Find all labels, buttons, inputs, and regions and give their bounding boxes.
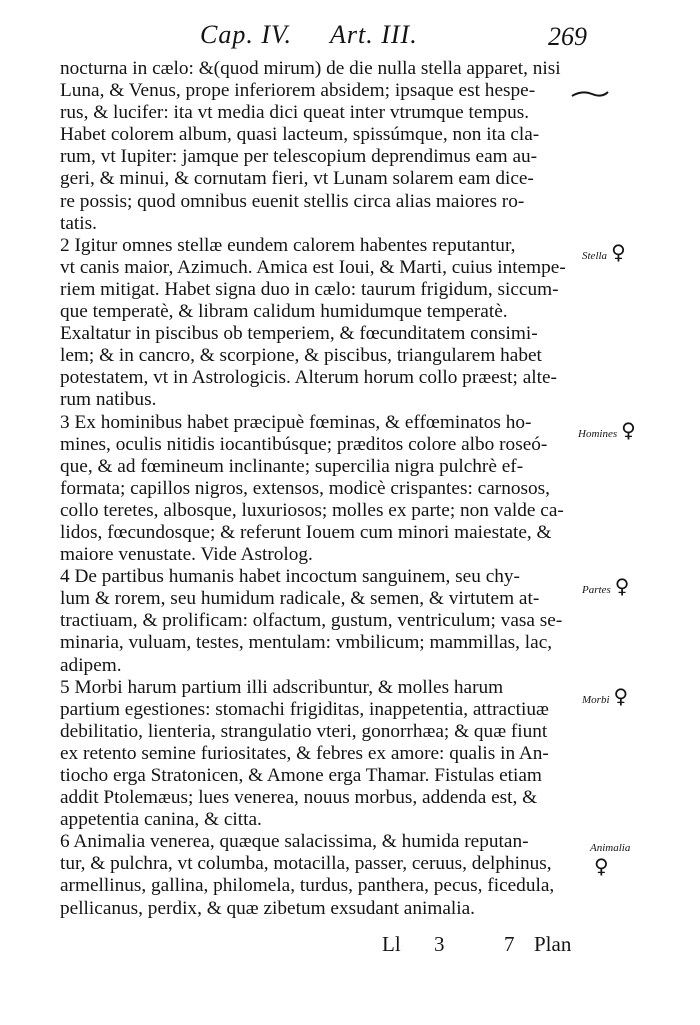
text-line: tractiuam, & prolificam: olfactum, gustum, ventriculum; vasa se- (60, 610, 563, 632)
text-line: mines, oculis nitidis iocantibúsque; præditos colore albo roseó- (60, 433, 548, 455)
article-heading: Art. III. (330, 20, 418, 49)
venus-icon: ♀ (611, 240, 626, 264)
text-line: Luna, & Venus, prope inferiorem absidem; ipsaque est hespe- (60, 80, 536, 102)
venus-icon: ♀ (594, 854, 609, 878)
running-header (0, 14, 700, 54)
venus-icon: ♀ (613, 684, 629, 708)
margin-note-label: Stella (582, 250, 608, 262)
margin-note-animalia (590, 842, 630, 878)
text-line: 5 Morbi harum partium illi adscribuntur, & molles harum (60, 676, 504, 698)
venus-icon: ♀ (614, 574, 630, 598)
chapter-heading: Cap. IV. (200, 20, 293, 49)
text-line: rus, & lucifer: ita vt media dici queat inter vtrumque tempus. (60, 102, 530, 124)
body-text (60, 58, 590, 920)
margin-note-label: Morbi (582, 694, 610, 706)
venus-icon: ♀ (621, 418, 636, 442)
text-line: maiore venustate. Vide Astrolog. (60, 544, 313, 566)
text-line: rum natibus. (60, 389, 157, 411)
text-line: 3 Ex hominibus habet præcipuè fœminas, & effœminatos ho- (60, 411, 532, 433)
text-line: Exaltatur in piscibus ob temperiem, & fœcunditatem consimi- (60, 323, 538, 345)
text-line: tatis. (60, 212, 97, 234)
text-line: collo teretes, albosque, luxuriosos; molles ex parte; non valde ca- (60, 499, 564, 521)
text-line: 6 Animalia venerea, quæque salacissima, & humida reputan- (60, 831, 529, 853)
text-line: lem; & in cancro, & scorpione, & piscibus, triangularem habet (60, 345, 542, 367)
text-line: rum, vt Iupiter: jamque per telescopium deprendimus eam au- (60, 146, 538, 168)
text-line: armellinus, gallina, philomela, turdus, panthera, pecus, ficedula, (60, 875, 555, 897)
text-line: lum & rorem, seu humidum radicale, & semen, & virtutem at- (60, 588, 540, 610)
text-line: 2 Igitur omnes stellæ eundem calorem habentes reputantur, (60, 234, 516, 256)
text-line: geri, & minui, & cornutam fieri, vt Lunam solarem eam dice- (60, 168, 534, 190)
text-line: riem mitigat. Habet signa duo in cælo: taurum frigidum, siccum- (60, 278, 559, 300)
text-line: minaria, vuluam, testes, mentulam: vmbilicum; mammillas, lac, (60, 632, 553, 654)
margin-note-partes (582, 574, 629, 598)
text-line: que, & ad fœmineum inclinante; supercilia nigra pulchrè ef- (60, 455, 524, 477)
margin-note-label: Partes (582, 584, 611, 596)
text-line: nocturna in cælo: &(quod mirum) de die nulla stella apparet, nisi (60, 58, 561, 79)
margin-note-homines (578, 418, 636, 442)
text-line: tiocho erga Stratonicen, & Amone erga Thamar. Fistulas etiam (60, 765, 542, 786)
text-line: tur, & pulchra, vt columba, motacilla, passer, ceruus, delphinus, (60, 853, 552, 875)
page-number: 269 (548, 22, 587, 51)
text-line: pellicanus, perdix, & quæ zibetum exsudant animalia. (60, 897, 475, 919)
margin-note-stella (582, 240, 626, 264)
catchword-number: 7 (504, 932, 515, 956)
text-line: addit Ptolemæus; lues venerea, nouus morbus, addenda est, & (60, 787, 538, 809)
handwritten-mark (570, 84, 610, 104)
text-line: Habet colorem album, quasi lacteum, spissúmque, non ita cla- (60, 124, 540, 146)
margin-note-morbi (582, 684, 628, 708)
signature-mark: Ll (382, 932, 401, 956)
page-footer (382, 932, 571, 957)
signature-number: 3 (434, 932, 445, 956)
text-line: que temperatè, & libram calidum humidumque temperatè. (60, 301, 508, 323)
text-line: 4 De partibus humanis habet incoctum sanguinem, seu chy- (60, 566, 520, 588)
text-line: adipem. (60, 654, 122, 676)
text-line: formata; capillos nigros, extensos, modicè crispantes: carnosos, (60, 477, 550, 499)
text-line: lidos, fœcundosque; & referunt Iouem cum minori maiestate, & (60, 521, 552, 543)
text-line: appetentia canina, & citta. (60, 809, 262, 831)
text-line: partium egestiones: stomachi frigiditas, inappetentia, attractiuæ (60, 698, 549, 720)
catchword: Plan (534, 932, 572, 956)
text-line: ex retento semine furiositates, & febres ex amore: qualis in An- (60, 742, 549, 764)
margin-note-label: Homines (578, 428, 618, 440)
text-line: vt canis maior, Azimuch. Amica est Ioui, & Marti, cuius intempe- (60, 256, 566, 278)
text-line: re possis; quod omnibus euenit stellis circa alias maiores ro- (60, 190, 525, 212)
text-line: debilitatio, lienteria, strangulatio vteri, gonorrhæa; & quæ fiunt (60, 720, 548, 742)
text-line: potestatem, vt in Astrologicis. Alterum horum collo præest; alte- (60, 367, 557, 389)
margin-note-label: Animalia (590, 842, 631, 854)
